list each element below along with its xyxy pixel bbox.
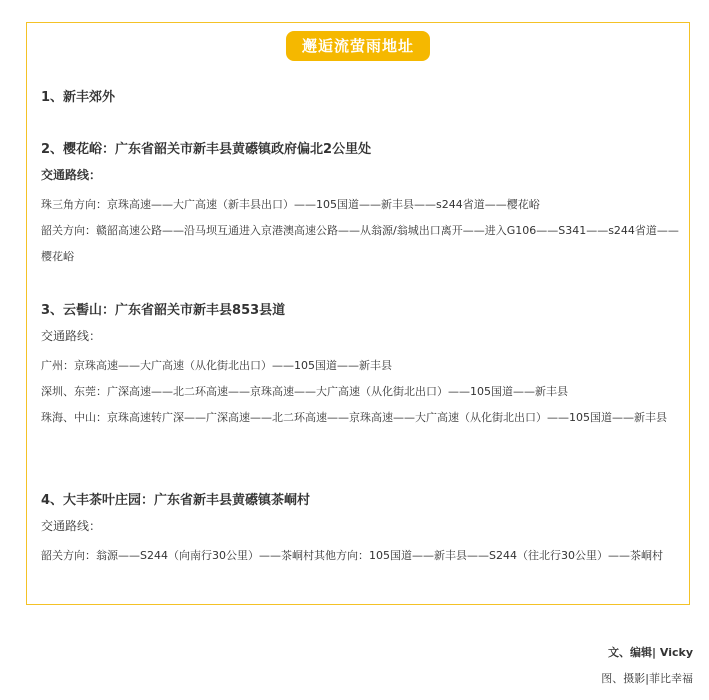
section-heading: 3、云髻山：广东省韶关市新丰县853县道 bbox=[41, 303, 286, 318]
section-heading: 1、新丰郊外 bbox=[41, 90, 116, 105]
route-line: 广州：京珠高速——大广高速（从化街北出口）——105国道——新丰县 bbox=[41, 359, 392, 372]
section-heading: 2、樱花峪：广东省韶关市新丰县黄礤镇政府偏北2公里处 bbox=[41, 142, 372, 157]
credit-photo: 图、摄影|菲比幸福 bbox=[601, 672, 693, 685]
content-frame bbox=[26, 22, 690, 605]
route-label: 交通路线： bbox=[41, 519, 102, 533]
route-line: 珠三角方向：京珠高速——大广高速（新丰县出口）——105国道——新丰县——s244省道——樱花峪 bbox=[41, 198, 540, 211]
section-heading: 4、大丰茶叶庄园：广东省新丰县黄礤镇茶峒村 bbox=[41, 493, 311, 508]
route-label: 交通路线： bbox=[41, 168, 102, 182]
section-1 bbox=[41, 89, 115, 115]
section-3 bbox=[41, 302, 681, 431]
route-line: 韶关方向：翁源——S244（向南行30公里）——茶峒村其他方向：105国道——新丰县——S244（往北行30公里）——茶峒村 bbox=[41, 549, 663, 562]
route-line: 珠海、中山：京珠高速转广深——广深高速——北二环高速——京珠高速——大广高速（从化街北出口）——105国道——新丰县 bbox=[41, 411, 667, 424]
route-line: 深圳、东莞：广深高速——北二环高速——京珠高速——大广高速（从化街北出口）——105国道——新丰县 bbox=[41, 385, 568, 398]
title-badge: 邂逅流萤雨地址 bbox=[286, 31, 430, 61]
section-2 bbox=[41, 141, 681, 270]
credits bbox=[601, 640, 693, 692]
route-label: 交通路线： bbox=[41, 329, 102, 343]
route-line: 韶关方向：赣韶高速公路——沿马坝互通进入京港澳高速公路——从翁源/翁城出口离开——进入G106——S341——s244省道——樱花峪 bbox=[41, 224, 679, 263]
section-4 bbox=[41, 492, 681, 569]
credit-author: 文、编辑| Vicky bbox=[608, 646, 693, 659]
